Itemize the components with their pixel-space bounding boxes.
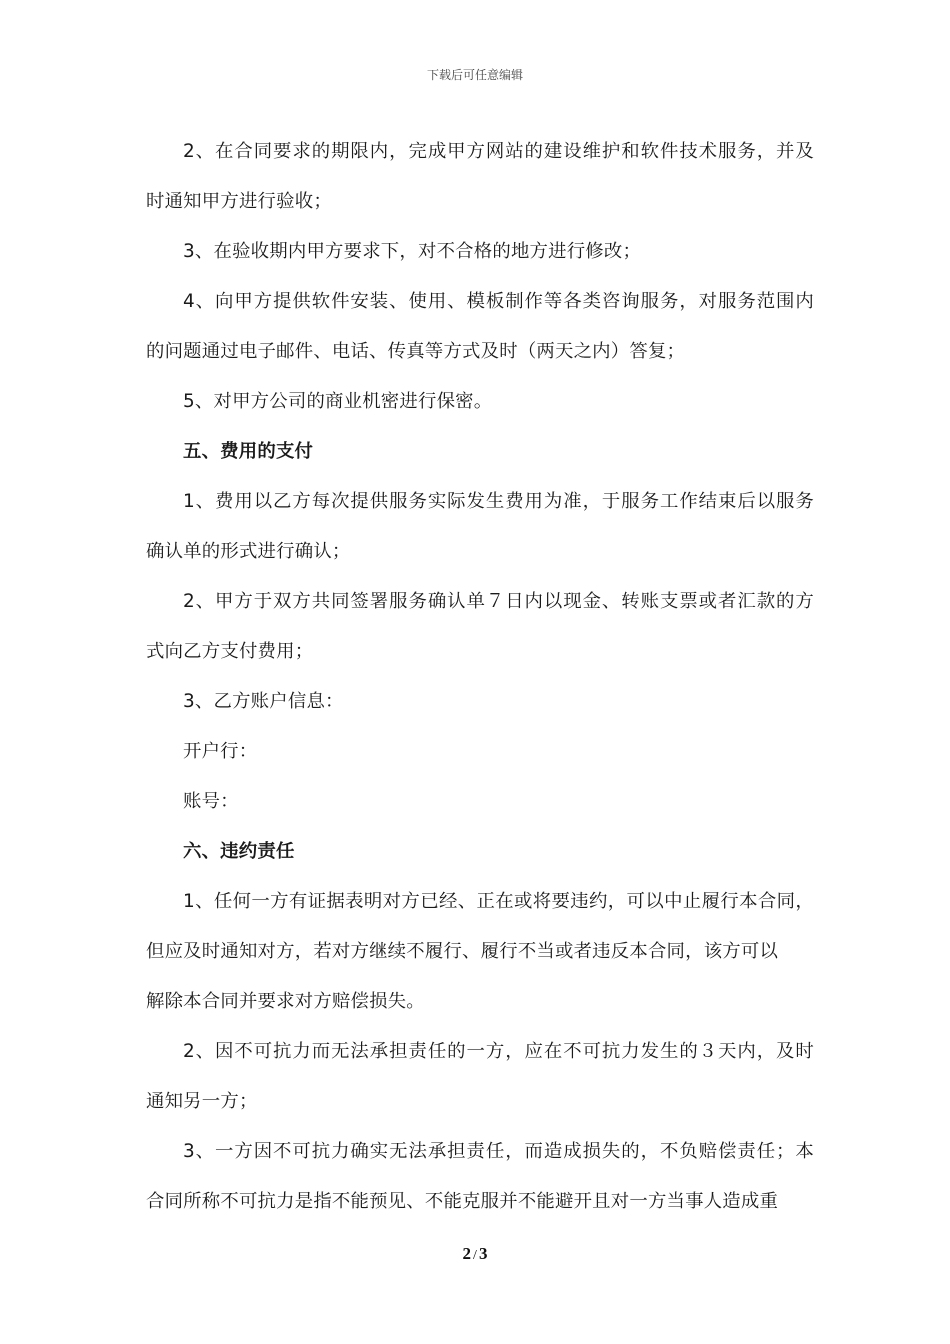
paragraph-line: 通知另一方；: [146, 1091, 258, 1112]
paragraph-line: 4、向甲方提供软件安装、使用、模板制作等各类咨询服务，对服务范围内: [183, 291, 814, 312]
paragraph-line: 2、因不可抗力而无法承担责任的一方，应在不可抗力发生的３天内，及时: [183, 1041, 814, 1062]
paragraph-line: 3、一方因不可抗力确实无法承担责任，而造成损失的，不负赔偿责任；本: [183, 1141, 814, 1162]
section-heading-liability: 六、违约责任: [183, 841, 295, 862]
bank-name-field: 开户行：: [183, 741, 258, 762]
paragraph-line: 时通知甲方进行验收；: [146, 191, 332, 212]
paragraph-line: 1、费用以乙方每次提供服务实际发生费用为准，于服务工作结束后以服务: [183, 491, 814, 512]
paragraph-line: 但应及时通知对方，若对方继续不履行、履行不当或者违反本合同，该方可以: [146, 941, 779, 962]
paragraph-line: 5、对甲方公司的商业机密进行保密。: [183, 391, 493, 412]
header-note: 下载后可任意编辑: [426, 68, 523, 82]
paragraph-line: 3、在验收期内甲方要求下，对不合格的地方进行修改；: [183, 241, 642, 262]
page-separator: /: [473, 1248, 477, 1263]
paragraph-line: 的问题通过电子邮件、电话、传真等方式及时（两天之内）答复；: [146, 341, 686, 362]
paragraph-line: 解除本合同并要求对方赔偿损失。: [146, 991, 425, 1012]
paragraph-line: 确认单的形式进行确认；: [146, 541, 351, 562]
paragraph-line: 2、在合同要求的期限内，完成甲方网站的建设维护和软件技术服务，并及: [183, 141, 814, 162]
document-body: [146, 130, 814, 1230]
paragraph-line: 3、乙方账户信息：: [183, 691, 344, 712]
paragraph-line: 式向乙方支付费用；: [146, 641, 314, 662]
total-pages: 3: [478, 1244, 488, 1263]
current-page: 2: [462, 1244, 472, 1263]
paragraph-line: 1、任何一方有证据表明对方已经、正在或将要违约，可以中止履行本合同，: [183, 891, 814, 912]
account-number-field: 账号：: [183, 791, 239, 812]
section-heading-fees: 五、费用的支付: [183, 441, 314, 462]
page-number: [0, 1244, 950, 1264]
paragraph-line: 合同所称不可抗力是指不能预见、不能克服并不能避开且对一方当事人造成重: [146, 1191, 779, 1212]
paragraph-line: 2、甲方于双方共同签署服务确认单７日内以现金、转账支票或者汇款的方: [183, 591, 814, 612]
